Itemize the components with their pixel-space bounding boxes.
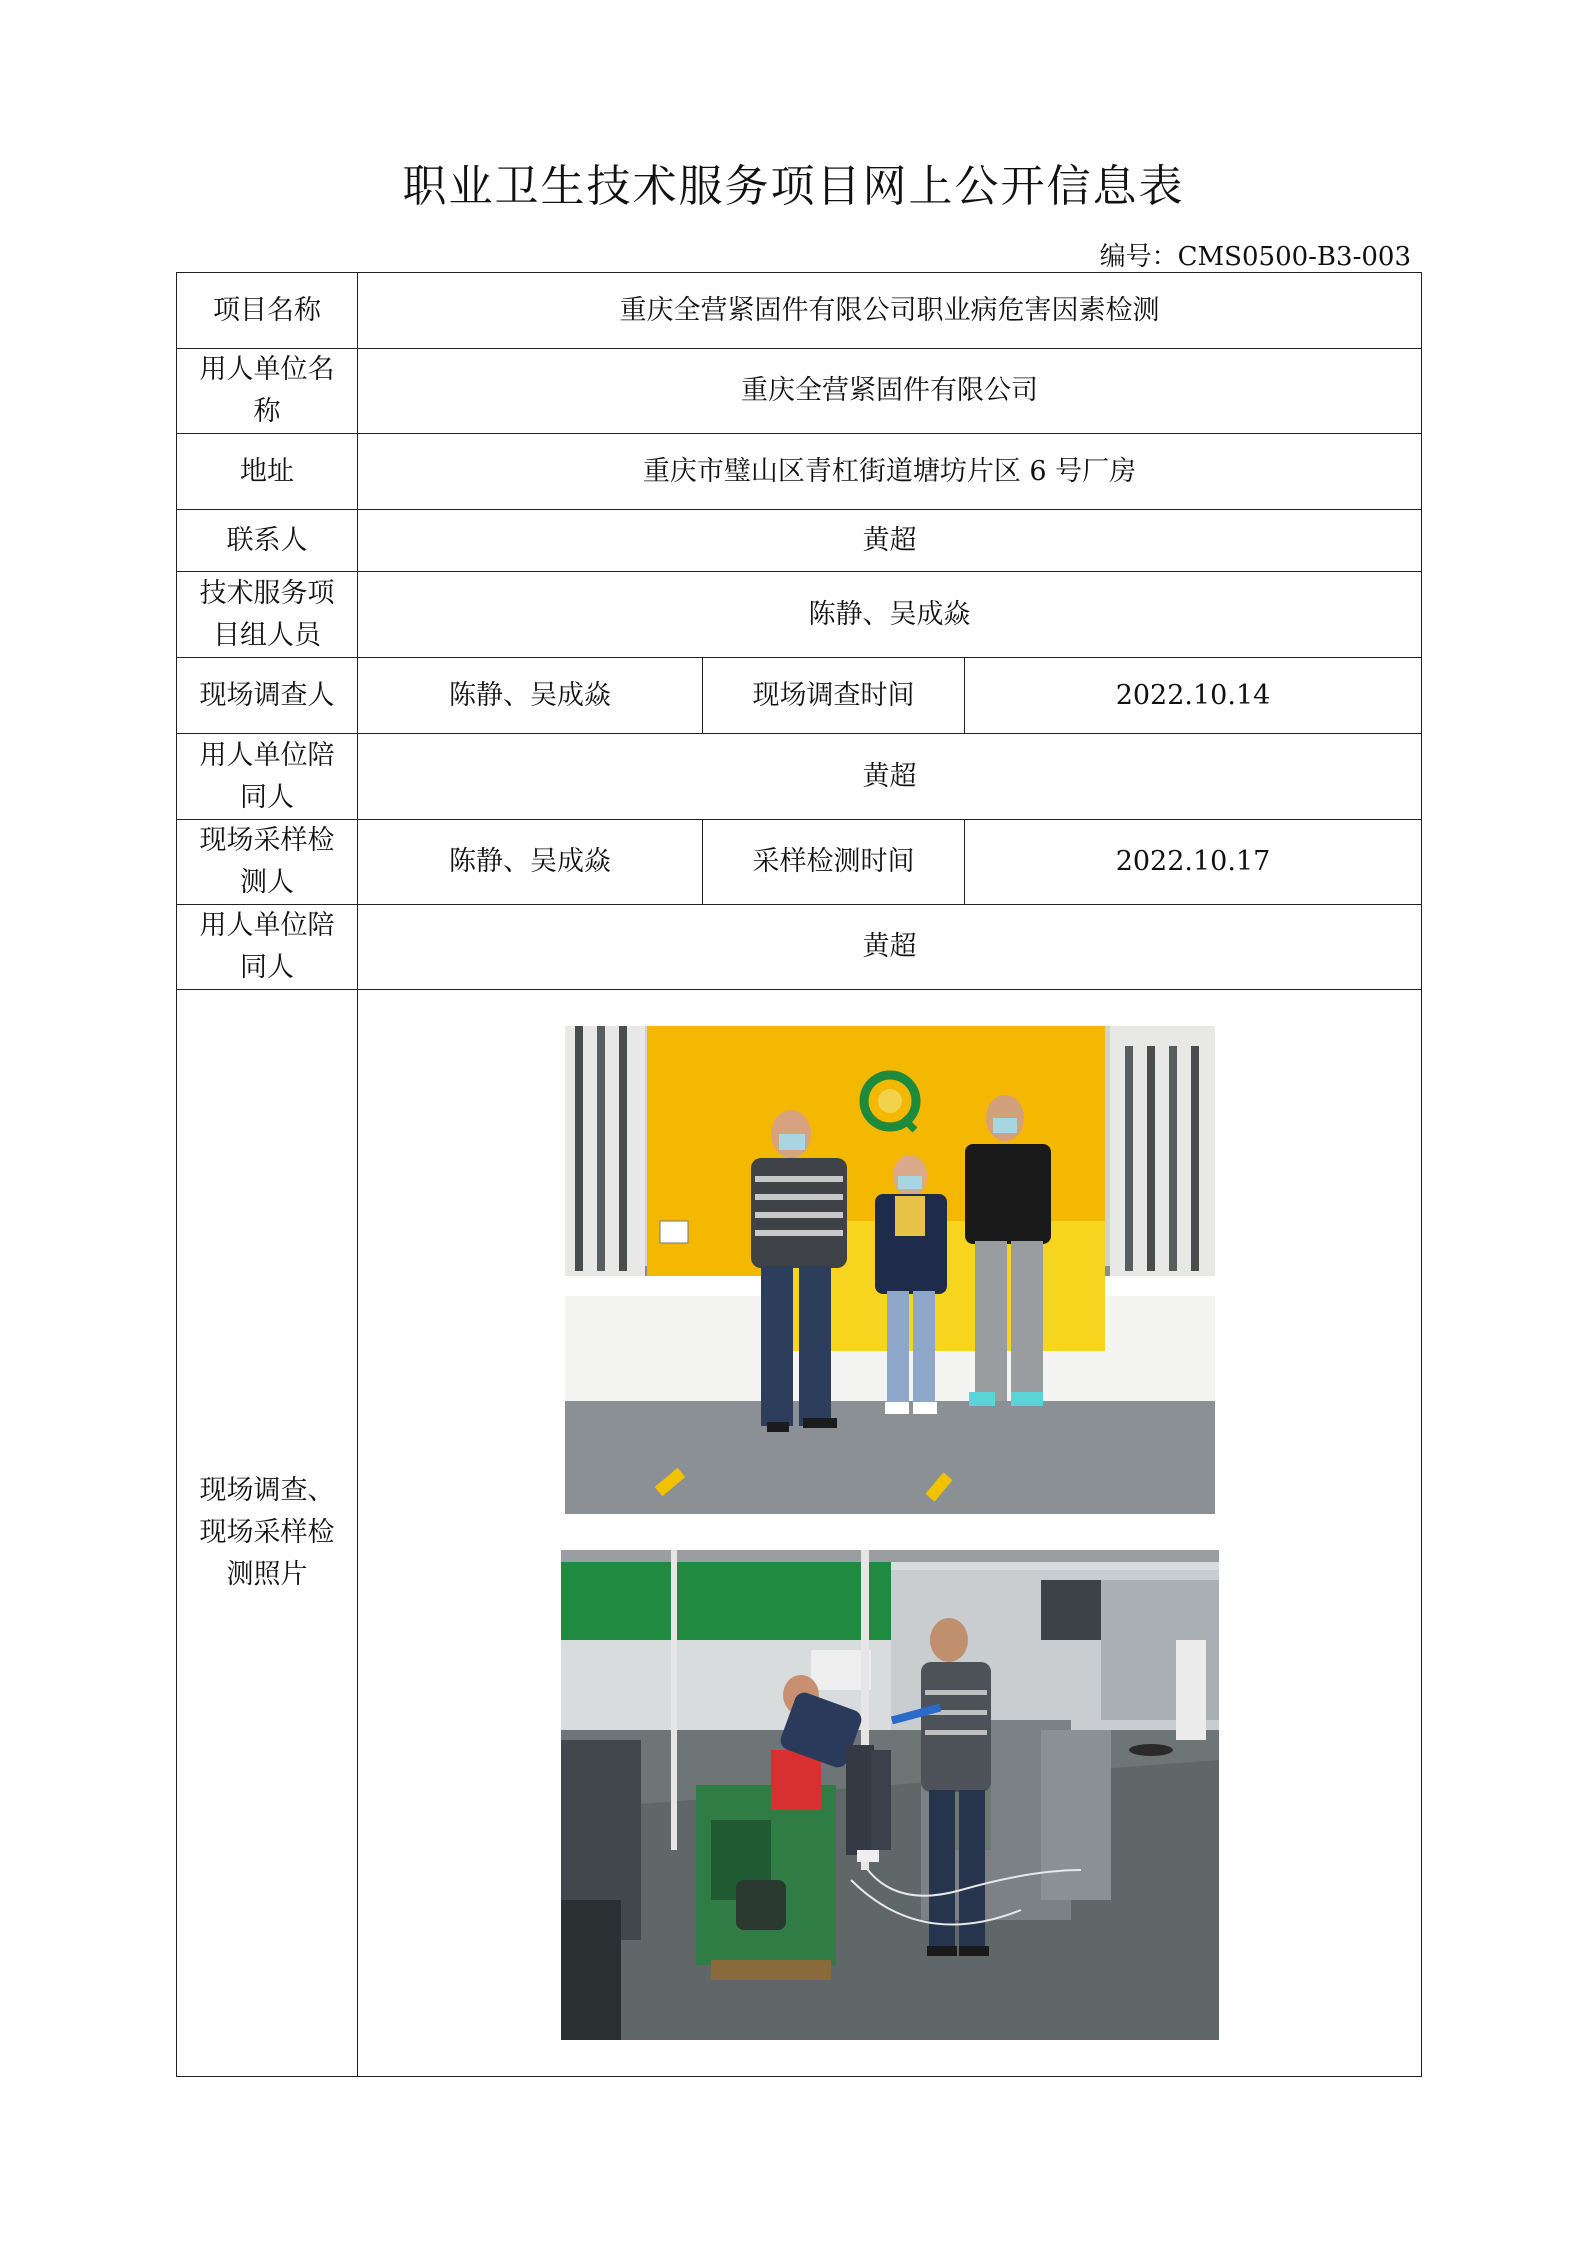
row-team (177, 572, 1422, 658)
workshop-sampling-photo (561, 1550, 1219, 2040)
escort-2-label: 用人单位陪同人 (177, 905, 358, 990)
contact-value: 黄超 (358, 510, 1422, 572)
survey-time-value: 2022.10.14 (965, 658, 1422, 734)
row-employer (177, 349, 1422, 434)
contact-label: 联系人 (177, 510, 358, 572)
project-name-label: 项目名称 (177, 273, 358, 349)
row-address (177, 434, 1422, 510)
sampling-time-label: 采样检测时间 (703, 820, 965, 905)
row-sampling (177, 820, 1422, 905)
row-escort-2 (177, 905, 1422, 990)
employer-label: 用人单位名称 (177, 349, 358, 434)
survey-time-label: 现场调查时间 (703, 658, 965, 734)
reception-group-photo (565, 1026, 1215, 1514)
row-contact (177, 510, 1422, 572)
team-label: 技术服务项目组人员 (177, 572, 358, 658)
address-value: 重庆市璧山区青杠街道塘坊片区 6 号厂房 (358, 434, 1422, 510)
document-title: 职业卫生技术服务项目网上公开信息表 (402, 161, 1185, 212)
project-name-value: 重庆全营紧固件有限公司职业病危害因素检测 (358, 273, 1422, 349)
row-photos (177, 990, 1422, 2077)
photos-cell (358, 990, 1422, 2077)
escort-1-label: 用人单位陪同人 (177, 734, 358, 820)
row-project-name (177, 273, 1422, 349)
document-number: 编号：CMS0500-B3-003 (1099, 242, 1411, 272)
info-table (176, 272, 1422, 2077)
escort-2-value: 黄超 (358, 905, 1422, 990)
escort-1-value: 黄超 (358, 734, 1422, 820)
team-value: 陈静、吴成焱 (358, 572, 1422, 658)
employer-value: 重庆全营紧固件有限公司 (358, 349, 1422, 434)
survey-person-value: 陈静、吴成焱 (358, 658, 703, 734)
survey-person-label: 现场调查人 (177, 658, 358, 734)
row-survey (177, 658, 1422, 734)
address-label: 地址 (177, 434, 358, 510)
sampling-person-label: 现场采样检测人 (177, 820, 358, 905)
sampling-person-value: 陈静、吴成焱 (358, 820, 703, 905)
photos-label: 现场调查、现场采样检测照片 (177, 990, 358, 2077)
row-escort-1 (177, 734, 1422, 820)
sampling-time-value: 2022.10.17 (965, 820, 1422, 905)
